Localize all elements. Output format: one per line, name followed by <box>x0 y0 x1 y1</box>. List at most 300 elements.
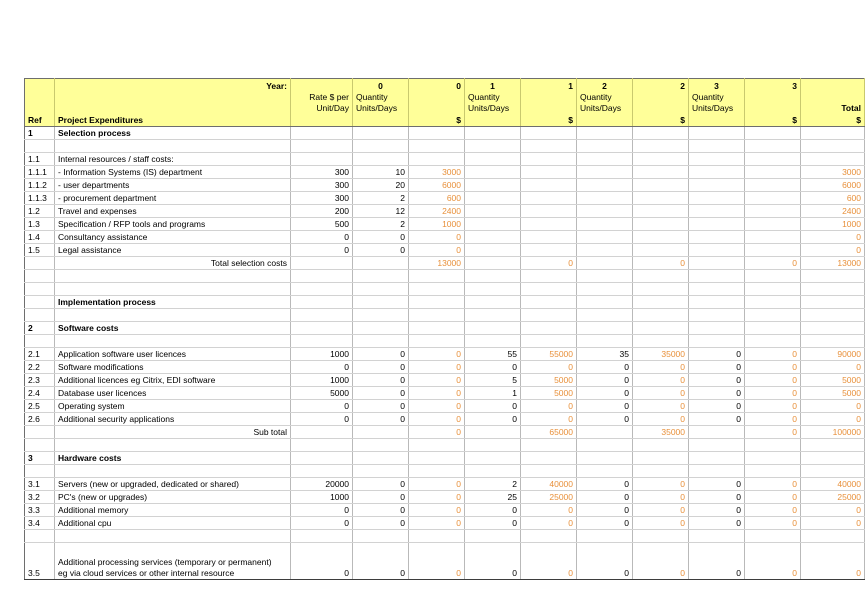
row-description[interactable]: Legal assistance <box>55 244 291 257</box>
row-value-year-1[interactable] <box>521 166 577 179</box>
project-expenditures-table[interactable] <box>24 78 865 580</box>
table-row[interactable] <box>25 400 865 413</box>
row-quantity-year-2[interactable] <box>577 192 633 205</box>
row-ref[interactable]: 3.1 <box>25 478 55 491</box>
spacer-desc <box>55 309 291 322</box>
row-quantity-year-2[interactable] <box>577 205 633 218</box>
total-row-grand-total[interactable]: 100000 <box>801 426 865 439</box>
row-quantity-year-3[interactable]: 0 <box>689 413 745 426</box>
row-ref[interactable]: 1.1.3 <box>25 192 55 205</box>
row-ref[interactable]: 2.3 <box>25 374 55 387</box>
row-quantity-year-0[interactable]: 10 <box>353 166 409 179</box>
row-value-year-3[interactable]: 0 <box>745 400 801 413</box>
row-value-year-0[interactable]: 3000 <box>409 166 465 179</box>
row-quantity-year-2[interactable]: 0 <box>577 413 633 426</box>
spacer-val-2 <box>633 530 689 543</box>
row-value-year-0[interactable]: 0 <box>409 400 465 413</box>
row-quantity-year-1[interactable]: 5 <box>465 374 521 387</box>
row-quantity-year-2[interactable]: 0 <box>577 400 633 413</box>
row-quantity-year-2[interactable] <box>577 218 633 231</box>
row-value-year-0[interactable]: 0 <box>409 504 465 517</box>
row-quantity-year-3[interactable]: 0 <box>689 517 745 530</box>
spacer-qty-0 <box>353 140 409 153</box>
row-quantity-year-0[interactable]: 0 <box>353 504 409 517</box>
spacer-val-1 <box>521 309 577 322</box>
spacer-row[interactable] <box>25 439 865 452</box>
row-value-year-2[interactable]: 0 <box>633 361 689 374</box>
spacer-row[interactable] <box>25 283 865 296</box>
row-value-year-0[interactable]: 1000 <box>409 218 465 231</box>
section-header-row[interactable] <box>25 127 865 140</box>
row-quantity-year-1[interactable]: 25 <box>465 491 521 504</box>
row-description[interactable]: - procurement department <box>55 192 291 205</box>
row-quantity-year-3[interactable] <box>689 179 745 192</box>
row-value-year-1[interactable] <box>521 153 577 166</box>
table-row[interactable] <box>25 166 865 179</box>
row-quantity-year-1[interactable] <box>465 231 521 244</box>
header-unit-row-2[interactable] <box>25 103 865 114</box>
row-total[interactable]: 2400 <box>801 205 865 218</box>
row-value-year-1[interactable] <box>521 244 577 257</box>
row-ref[interactable]: 2.5 <box>25 400 55 413</box>
row-quantity-year-2[interactable]: 0 <box>577 478 633 491</box>
row-quantity-year-0[interactable]: 0 <box>353 387 409 400</box>
row-value-year-0[interactable]: 0 <box>409 387 465 400</box>
row-quantity-year-1[interactable]: 55 <box>465 348 521 361</box>
quantity-label-line2-3: Units/Days <box>689 103 745 114</box>
row-description[interactable]: Additional memory <box>55 504 291 517</box>
row-quantity-year-0[interactable]: 0 <box>353 244 409 257</box>
row-quantity-year-3[interactable]: 0 <box>689 504 745 517</box>
row-total[interactable]: 0 <box>801 413 865 426</box>
row-total[interactable]: 0 <box>801 244 865 257</box>
row-value-year-3[interactable]: 0 <box>745 504 801 517</box>
row-value-year-2[interactable] <box>633 231 689 244</box>
header-unit-row[interactable] <box>25 92 865 103</box>
row-value-year-1[interactable]: 0 <box>521 543 577 580</box>
section-ref <box>25 296 55 309</box>
row-value-year-3[interactable]: 0 <box>745 348 801 361</box>
row-value-year-2[interactable] <box>633 179 689 192</box>
row-quantity-year-1[interactable]: 0 <box>465 413 521 426</box>
section-blank-qty-3 <box>689 322 745 335</box>
row-total[interactable]: 5000 <box>801 387 865 400</box>
row-value-year-1[interactable]: 5000 <box>521 387 577 400</box>
row-description[interactable]: Internal resources / staff costs: <box>55 153 291 166</box>
table-row[interactable] <box>25 413 865 426</box>
table-row[interactable] <box>25 348 865 361</box>
row-total[interactable]: 0 <box>801 517 865 530</box>
row-value-year-2[interactable] <box>633 205 689 218</box>
row-quantity-year-0[interactable]: 0 <box>353 400 409 413</box>
row-value-year-2[interactable]: 0 <box>633 374 689 387</box>
row-value-year-1[interactable]: 0 <box>521 413 577 426</box>
table-row[interactable] <box>25 231 865 244</box>
section-total-row[interactable] <box>25 257 865 270</box>
row-rate[interactable]: 5000 <box>291 387 353 400</box>
row-ref[interactable]: 1.5 <box>25 244 55 257</box>
row-quantity-year-1[interactable]: 0 <box>465 400 521 413</box>
row-value-year-1[interactable] <box>521 231 577 244</box>
row-quantity-year-0[interactable]: 20 <box>353 179 409 192</box>
row-quantity-year-2[interactable] <box>577 231 633 244</box>
row-quantity-year-3[interactable]: 0 <box>689 543 745 580</box>
row-total[interactable]: 0 <box>801 231 865 244</box>
row-ref[interactable]: 1.1.1 <box>25 166 55 179</box>
row-quantity-year-3[interactable] <box>689 153 745 166</box>
row-description[interactable]: Additional security applications <box>55 413 291 426</box>
row-value-year-0[interactable]: 0 <box>409 413 465 426</box>
row-quantity-year-1[interactable] <box>465 244 521 257</box>
spacer-val-0 <box>409 439 465 452</box>
spacer-val-2 <box>633 309 689 322</box>
row-value-year-0[interactable]: 600 <box>409 192 465 205</box>
row-description[interactable]: Operating system <box>55 400 291 413</box>
row-quantity-year-1[interactable]: 0 <box>465 504 521 517</box>
row-quantity-year-0[interactable]: 12 <box>353 205 409 218</box>
row-value-year-3[interactable] <box>745 231 801 244</box>
row-total[interactable]: 5000 <box>801 374 865 387</box>
row-quantity-year-1[interactable]: 0 <box>465 361 521 374</box>
total-row-ref <box>25 257 55 270</box>
row-quantity-year-2[interactable]: 0 <box>577 361 633 374</box>
row-rate[interactable]: 0 <box>291 361 353 374</box>
row-quantity-year-0[interactable]: 0 <box>353 478 409 491</box>
row-rate[interactable]: 1000 <box>291 491 353 504</box>
row-description[interactable]: Servers (new or upgraded, dedicated or shared) <box>55 478 291 491</box>
row-description[interactable]: Specification / RFP tools and programs <box>55 218 291 231</box>
spacer-qty-3 <box>689 439 745 452</box>
row-value-year-0[interactable]: 0 <box>409 543 465 580</box>
total-row-value-year-2[interactable]: 35000 <box>633 426 689 439</box>
row-ref[interactable]: 2.6 <box>25 413 55 426</box>
row-quantity-year-0[interactable]: 0 <box>353 543 409 580</box>
row-value-year-2[interactable]: 0 <box>633 478 689 491</box>
row-value-year-1[interactable]: 0 <box>521 504 577 517</box>
row-quantity-year-3[interactable]: 0 <box>689 374 745 387</box>
row-quantity-year-2[interactable] <box>577 244 633 257</box>
row-quantity-year-2[interactable]: 0 <box>577 387 633 400</box>
spacer-val-3 <box>745 283 801 296</box>
row-value-year-0[interactable]: 6000 <box>409 179 465 192</box>
row-rate[interactable]: 300 <box>291 166 353 179</box>
table-row[interactable] <box>25 387 865 400</box>
row-rate[interactable]: 1000 <box>291 348 353 361</box>
row-ref[interactable]: 2.1 <box>25 348 55 361</box>
row-quantity-year-0[interactable]: 0 <box>353 231 409 244</box>
row-quantity-year-3[interactable] <box>689 231 745 244</box>
row-value-year-0[interactable]: 0 <box>409 491 465 504</box>
row-value-year-0[interactable]: 0 <box>409 244 465 257</box>
row-quantity-year-2[interactable]: 0 <box>577 491 633 504</box>
spacer-row[interactable] <box>25 140 865 153</box>
row-quantity-year-2[interactable]: 0 <box>577 517 633 530</box>
section-header-row[interactable] <box>25 296 865 309</box>
total-row-grand-total[interactable]: 13000 <box>801 257 865 270</box>
row-rate[interactable]: 300 <box>291 192 353 205</box>
row-rate[interactable]: 200 <box>291 205 353 218</box>
row-value-year-2[interactable]: 0 <box>633 543 689 580</box>
row-description[interactable]: Additional licences eg Citrix, EDI software <box>55 374 291 387</box>
header-blank-ref <box>25 79 55 93</box>
total-row-value-year-3[interactable]: 0 <box>745 426 801 439</box>
row-rate[interactable]: 20000 <box>291 478 353 491</box>
row-ref[interactable]: 3.5 <box>25 543 55 580</box>
row-value-year-2[interactable] <box>633 218 689 231</box>
row-value-year-3[interactable] <box>745 218 801 231</box>
rate-label-line1: Rate $ per <box>291 92 353 103</box>
year-number-qty-1: 1 <box>465 79 521 93</box>
row-rate[interactable]: 0 <box>291 413 353 426</box>
row-quantity-year-0[interactable]: 0 <box>353 348 409 361</box>
row-total[interactable]: 25000 <box>801 491 865 504</box>
table-row[interactable] <box>25 491 865 504</box>
row-value-year-1[interactable]: 0 <box>521 361 577 374</box>
row-ref[interactable]: 1.4 <box>25 231 55 244</box>
row-value-year-1[interactable] <box>521 205 577 218</box>
row-value-year-3[interactable]: 0 <box>745 543 801 580</box>
row-description[interactable]: PC's (new or upgrades) <box>55 491 291 504</box>
row-description[interactable]: Consultancy assistance <box>55 231 291 244</box>
row-value-year-1[interactable]: 5000 <box>521 374 577 387</box>
row-total[interactable]: 1000 <box>801 218 865 231</box>
row-quantity-year-3[interactable] <box>689 218 745 231</box>
table-row[interactable] <box>25 517 865 530</box>
row-rate[interactable] <box>291 153 353 166</box>
table-row[interactable] <box>25 543 865 580</box>
table-row[interactable] <box>25 179 865 192</box>
row-value-year-0[interactable]: 0 <box>409 374 465 387</box>
row-value-year-2[interactable]: 0 <box>633 413 689 426</box>
row-value-year-3[interactable] <box>745 205 801 218</box>
row-quantity-year-1[interactable] <box>465 192 521 205</box>
row-value-year-2[interactable] <box>633 153 689 166</box>
total-row-value-year-1[interactable]: 0 <box>521 257 577 270</box>
row-value-year-2[interactable]: 35000 <box>633 348 689 361</box>
section-blank-rate <box>291 322 353 335</box>
row-value-year-2[interactable] <box>633 166 689 179</box>
row-quantity-year-1[interactable] <box>465 153 521 166</box>
total-row-value-year-0[interactable]: 13000 <box>409 257 465 270</box>
row-quantity-year-0[interactable] <box>353 153 409 166</box>
row-value-year-3[interactable]: 0 <box>745 374 801 387</box>
row-quantity-year-3[interactable]: 0 <box>689 361 745 374</box>
row-quantity-year-0[interactable]: 0 <box>353 491 409 504</box>
row-ref[interactable]: 2.4 <box>25 387 55 400</box>
row-quantity-year-3[interactable] <box>689 192 745 205</box>
header-year-row[interactable] <box>25 79 865 93</box>
row-quantity-year-0[interactable]: 2 <box>353 218 409 231</box>
row-ref[interactable]: 3.2 <box>25 491 55 504</box>
spacer-val-0 <box>409 465 465 478</box>
table-row[interactable] <box>25 153 865 166</box>
row-quantity-year-2[interactable]: 35 <box>577 348 633 361</box>
table-row[interactable] <box>25 244 865 257</box>
spacer-row[interactable] <box>25 309 865 322</box>
row-quantity-year-0[interactable]: 0 <box>353 413 409 426</box>
row-quantity-year-1[interactable]: 0 <box>465 517 521 530</box>
row-value-year-0[interactable] <box>409 153 465 166</box>
row-value-year-3[interactable]: 0 <box>745 517 801 530</box>
row-quantity-year-3[interactable] <box>689 205 745 218</box>
total-row-value-year-2[interactable]: 0 <box>633 257 689 270</box>
row-total[interactable]: 0 <box>801 400 865 413</box>
row-total[interactable]: 40000 <box>801 478 865 491</box>
row-description[interactable]: Software modifications <box>55 361 291 374</box>
section-total-row[interactable] <box>25 426 865 439</box>
row-value-year-2[interactable]: 0 <box>633 491 689 504</box>
row-value-year-2[interactable]: 0 <box>633 387 689 400</box>
row-ref[interactable]: 1.1.2 <box>25 179 55 192</box>
row-rate[interactable]: 0 <box>291 231 353 244</box>
row-quantity-year-1[interactable]: 0 <box>465 543 521 580</box>
table-row[interactable] <box>25 218 865 231</box>
row-ref[interactable]: 1.3 <box>25 218 55 231</box>
row-value-year-2[interactable] <box>633 192 689 205</box>
row-quantity-year-3[interactable]: 0 <box>689 387 745 400</box>
row-value-year-1[interactable] <box>521 179 577 192</box>
spacer-val-2 <box>633 283 689 296</box>
row-quantity-year-0[interactable]: 0 <box>353 361 409 374</box>
row-description[interactable]: Additional processing services (temporary or permanent) eg via cloud services or other internal resource <box>55 543 291 580</box>
row-total[interactable]: 90000 <box>801 348 865 361</box>
row-value-year-1[interactable]: 25000 <box>521 491 577 504</box>
table-row[interactable] <box>25 478 865 491</box>
row-ref[interactable]: 3.4 <box>25 517 55 530</box>
row-rate[interactable]: 0 <box>291 504 353 517</box>
row-rate[interactable]: 0 <box>291 517 353 530</box>
row-value-year-3[interactable]: 0 <box>745 413 801 426</box>
row-value-year-0[interactable]: 0 <box>409 231 465 244</box>
row-value-year-1[interactable] <box>521 192 577 205</box>
row-ref[interactable]: 2.2 <box>25 361 55 374</box>
row-quantity-year-1[interactable]: 1 <box>465 387 521 400</box>
header-column-titles[interactable] <box>25 114 865 127</box>
row-value-year-3[interactable]: 0 <box>745 387 801 400</box>
row-value-year-0[interactable]: 0 <box>409 361 465 374</box>
row-quantity-year-3[interactable]: 0 <box>689 348 745 361</box>
row-quantity-year-3[interactable] <box>689 244 745 257</box>
spreadsheet-container[interactable] <box>24 78 861 580</box>
row-value-year-1[interactable]: 0 <box>521 517 577 530</box>
row-ref[interactable]: 1.2 <box>25 205 55 218</box>
section-blank-val-3 <box>745 296 801 309</box>
row-value-year-1[interactable]: 40000 <box>521 478 577 491</box>
row-description[interactable]: Travel and expenses <box>55 205 291 218</box>
table-row[interactable] <box>25 361 865 374</box>
table-row[interactable] <box>25 192 865 205</box>
row-value-year-2[interactable]: 0 <box>633 504 689 517</box>
row-value-year-3[interactable] <box>745 179 801 192</box>
row-value-year-3[interactable] <box>745 244 801 257</box>
row-ref[interactable]: 1.1 <box>25 153 55 166</box>
row-value-year-2[interactable] <box>633 244 689 257</box>
row-rate[interactable]: 0 <box>291 244 353 257</box>
table-row[interactable] <box>25 205 865 218</box>
row-value-year-1[interactable]: 0 <box>521 400 577 413</box>
row-value-year-1[interactable] <box>521 218 577 231</box>
row-ref[interactable]: 3.3 <box>25 504 55 517</box>
row-value-year-3[interactable] <box>745 166 801 179</box>
spacer-row[interactable] <box>25 335 865 348</box>
row-total[interactable]: 6000 <box>801 179 865 192</box>
row-rate[interactable]: 0 <box>291 400 353 413</box>
row-total[interactable]: 3000 <box>801 166 865 179</box>
row-quantity-year-2[interactable] <box>577 153 633 166</box>
row-quantity-year-2[interactable] <box>577 179 633 192</box>
row-total[interactable]: 0 <box>801 361 865 374</box>
total-row-value-year-0[interactable]: 0 <box>409 426 465 439</box>
spacer-row[interactable] <box>25 270 865 283</box>
spacer-row[interactable] <box>25 465 865 478</box>
year-number-qty-0: 0 <box>353 79 409 93</box>
row-description[interactable]: Additional cpu <box>55 517 291 530</box>
row-description[interactable]: Database user licences <box>55 387 291 400</box>
row-description[interactable]: - Information Systems (IS) department <box>55 166 291 179</box>
row-description[interactable]: - user departments <box>55 179 291 192</box>
row-value-year-0[interactable]: 0 <box>409 348 465 361</box>
section-header-row[interactable] <box>25 322 865 335</box>
row-quantity-year-0[interactable]: 2 <box>353 192 409 205</box>
row-total[interactable]: 0 <box>801 504 865 517</box>
row-quantity-year-0[interactable]: 0 <box>353 517 409 530</box>
row-quantity-year-3[interactable]: 0 <box>689 478 745 491</box>
row-quantity-year-1[interactable] <box>465 205 521 218</box>
row-description[interactable]: Application software user licences <box>55 348 291 361</box>
row-value-year-3[interactable]: 0 <box>745 478 801 491</box>
row-quantity-year-1[interactable]: 2 <box>465 478 521 491</box>
row-total[interactable] <box>801 153 865 166</box>
row-quantity-year-3[interactable] <box>689 166 745 179</box>
row-rate[interactable]: 0 <box>291 543 353 580</box>
row-quantity-year-1[interactable] <box>465 218 521 231</box>
row-value-year-0[interactable]: 0 <box>409 478 465 491</box>
row-quantity-year-3[interactable]: 0 <box>689 400 745 413</box>
row-value-year-2[interactable]: 0 <box>633 517 689 530</box>
row-quantity-year-1[interactable] <box>465 166 521 179</box>
row-value-year-2[interactable]: 0 <box>633 400 689 413</box>
total-row-value-year-1[interactable]: 65000 <box>521 426 577 439</box>
row-quantity-year-2[interactable] <box>577 166 633 179</box>
spacer-val-3 <box>745 439 801 452</box>
row-value-year-3[interactable] <box>745 192 801 205</box>
table-row[interactable] <box>25 504 865 517</box>
row-value-year-3[interactable] <box>745 153 801 166</box>
table-row[interactable] <box>25 374 865 387</box>
row-rate[interactable]: 500 <box>291 218 353 231</box>
header-blank-val2-3 <box>745 103 801 114</box>
row-total[interactable]: 600 <box>801 192 865 205</box>
spacer-val-0 <box>409 530 465 543</box>
row-value-year-3[interactable]: 0 <box>745 361 801 374</box>
row-rate[interactable]: 1000 <box>291 374 353 387</box>
row-quantity-year-2[interactable]: 0 <box>577 374 633 387</box>
section-header-row[interactable] <box>25 452 865 465</box>
row-value-year-3[interactable]: 0 <box>745 491 801 504</box>
row-quantity-year-2[interactable]: 0 <box>577 543 633 580</box>
total-row-value-year-3[interactable]: 0 <box>745 257 801 270</box>
row-value-year-0[interactable]: 0 <box>409 517 465 530</box>
row-total[interactable]: 0 <box>801 543 865 580</box>
row-rate[interactable]: 300 <box>291 179 353 192</box>
row-quantity-year-1[interactable] <box>465 179 521 192</box>
row-quantity-year-2[interactable]: 0 <box>577 504 633 517</box>
row-quantity-year-0[interactable]: 0 <box>353 374 409 387</box>
row-value-year-0[interactable]: 2400 <box>409 205 465 218</box>
row-quantity-year-3[interactable]: 0 <box>689 491 745 504</box>
spacer-row[interactable] <box>25 530 865 543</box>
row-value-year-1[interactable]: 55000 <box>521 348 577 361</box>
